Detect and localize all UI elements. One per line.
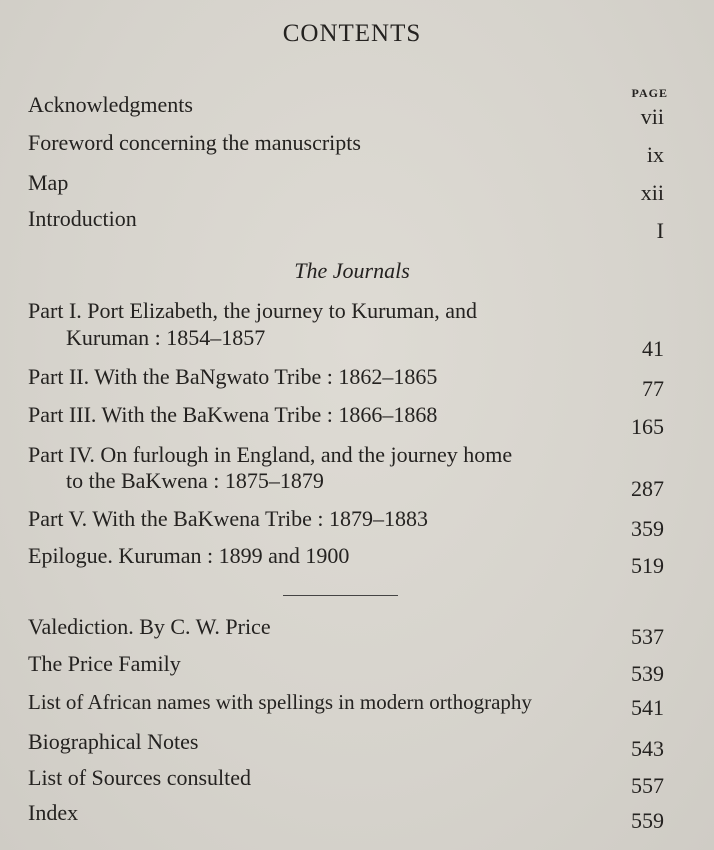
toc-entry-page: 537 (631, 624, 664, 649)
toc-entry-page: xii (640, 180, 664, 205)
toc-entry-page: 41 (642, 336, 664, 361)
toc-entry-title: Foreword concerning the manuscripts (28, 130, 361, 155)
toc-entry-title: Introduction (28, 206, 137, 231)
toc-entry-page: I (656, 218, 664, 243)
section-heading: The Journals (294, 258, 410, 283)
toc-entry-title: Map (28, 170, 69, 195)
page-column-label: PAGE (631, 86, 668, 100)
toc-entry-page: vii (640, 104, 664, 129)
toc-entry-page: 539 (631, 661, 664, 686)
toc-entry-page: 557 (631, 773, 664, 798)
toc-entry-title-continued: Kuruman : 1854–1857 (66, 325, 266, 350)
toc-entry-title: Index (28, 800, 79, 825)
section-divider (283, 595, 398, 596)
toc-entry-title: Valediction. By C. W. Price (28, 614, 271, 639)
toc-entry-title: Part II. With the BaNgwato Tribe : 1862–1865 (28, 364, 438, 389)
toc-entry-title: Part III. With the BaKwena Tribe : 1866–1868 (28, 402, 438, 427)
toc-entry-page: 287 (631, 476, 664, 501)
toc-entry-title: Epilogue. Kuruman : 1899 and 1900 (28, 543, 350, 568)
toc-entry-title: The Price Family (28, 651, 181, 676)
toc-entry-title-continued: to the BaKwena : 1875–1879 (66, 468, 324, 493)
toc-entry-title: Acknowledgments (28, 92, 193, 117)
page-title: CONTENTS (282, 20, 422, 47)
toc-entry-title: Part V. With the BaKwena Tribe : 1879–1883 (28, 506, 429, 531)
toc-entry-page: 543 (631, 736, 664, 761)
toc-entry-page: 359 (631, 516, 664, 541)
toc-entry-page: 77 (642, 376, 664, 401)
toc-entry-title: List of Sources consulted (28, 765, 252, 790)
toc-entry-page: ix (646, 142, 664, 167)
toc-entry-title: Biographical Notes (28, 729, 199, 754)
toc-entry-page: 541 (631, 695, 664, 720)
toc-entry-title: Part I. Port Elizabeth, the journey to Kuruman, and (28, 298, 478, 323)
toc-entry-title: Part IV. On furlough in England, and the journey home (28, 442, 513, 467)
toc-entry-page: 559 (631, 808, 664, 833)
toc-entry-page: 165 (631, 414, 664, 439)
toc-entry-title: List of African names with spellings in modern orthography (28, 690, 532, 714)
toc-entry-page: 519 (631, 553, 664, 578)
